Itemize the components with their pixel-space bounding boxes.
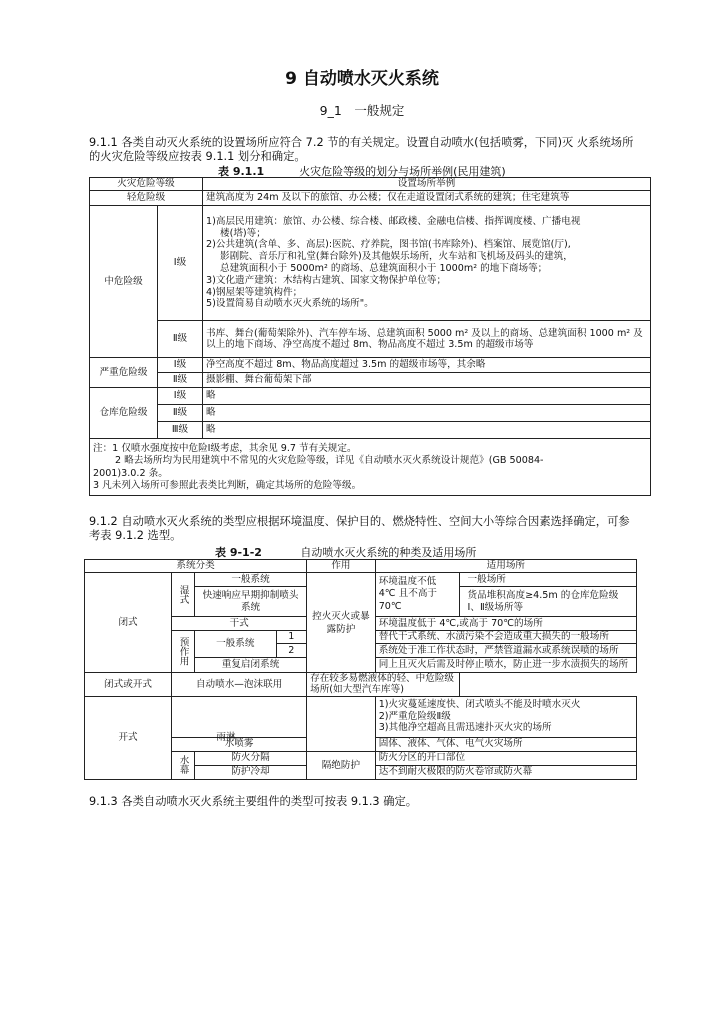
wet-general: 一般系统 (194, 573, 306, 587)
sprinkler-system-table (84, 559, 637, 780)
table1-title: 火灾危险等级的划分与场所举例(民用建筑) (299, 165, 506, 178)
warehouse-grade-1-text: 略 (203, 388, 651, 405)
dry-place: 环境温度低于 4℃,或高于 70℃的场所 (375, 617, 636, 631)
note-1: 注：1 仅喷水强度按中危险Ⅰ级考虑，其余见 9.7 节有关规定。 (93, 442, 357, 454)
curtain-cool-place: 达不到耐火极限的防火卷帘或防火幕 (375, 765, 636, 779)
curtain-sep: 防火分隔 (194, 751, 306, 765)
warehouse-hazard-label: 仓库危险级 (90, 388, 158, 439)
severe-hazard-label: 严重危险级 (90, 358, 158, 388)
warehouse-grade-3-text: 略 (203, 422, 651, 439)
column-header-level: 火灾危险等级 (90, 178, 203, 191)
table2-title: 自动喷水灭火系统的种类及适用场所 (300, 546, 477, 559)
function-control: 控火灭火或暴露防护 (307, 573, 376, 673)
fire-hazard-table (89, 177, 651, 496)
wet-label: 湿式 (172, 573, 195, 617)
wet-general-place: 一般场所 (459, 573, 636, 587)
severe-grade-2: Ⅱ级 (158, 373, 203, 388)
medium-grade-2: Ⅱ级 (158, 321, 203, 358)
medium-grade-2-text: 书库、舞台(葡萄架除外)、汽车停车场、总建筑面积 5000 m² 及以上的商场、总建筑面积 1000 m² 及以上的地下商场、净空高度不超过 8m、物品高度不超过 3.5m 的超级市场等 (203, 321, 651, 358)
table2-caption (215, 544, 476, 560)
open-label: 开式 (85, 696, 172, 779)
deluge-label: 雨淋 (216, 732, 236, 743)
paragraph-9-1-2: 9.1.2 自动喷水灭火系统的类型应根据环境温度、保护目的、燃烧特性、空间大小等综合因素选择确定，可参考表 9.1.2 选型。 (89, 515, 630, 542)
column-header-function: 作用 (307, 560, 376, 573)
foam-label: 自动喷水—泡沫联用 (172, 673, 307, 697)
table1-notes (90, 439, 651, 496)
medium-grade-1-text: 1)高层民用建筑：旅馆、办公楼、综合楼、邮政楼、金融电信楼、指挥调度楼、广播电视 楼(塔)等； 2)公共建筑(含单、多、高层):医院、疗养院，图书馆(书库除外)、档案馆、展览馆(厅), 影剧院、音乐厅和礼堂(舞台除外)及其他娱乐场所，火车站和飞机场及码头的建筑， 总建筑面积小于 5000m² 的商场、总建筑面积小于 1000m² 的地下商场等； 3)文化遗产建筑：木结构古建筑、国家文物保护单位等； 4)钢屋架等建筑构件； 5)设置简易自动喷水灭火系统的场所"。 (203, 206, 651, 321)
dry-label: 干式 (172, 617, 307, 631)
wet-env: 环境温度不低 4℃ 且不高于 70℃ (375, 573, 459, 617)
severe-grade-1-text: 净空高度不超过 8m、物品高度超过 3.5m 的超级市场等，其余略 (203, 358, 651, 373)
table1-number: 表 9.1.1 (218, 165, 265, 178)
pre-2: 2 (276, 644, 307, 658)
pre-1: 1 (276, 631, 307, 644)
pre-2-place: 系统处于准工作状态时，严禁管道漏水或系统误喷的场所 (375, 644, 636, 658)
column-header-places: 适用场所 (375, 560, 636, 573)
section-heading: 9_1 一般规定 (319, 103, 405, 118)
light-hazard-label: 轻危险级 (90, 191, 203, 206)
curtain-label: 水幕 (172, 751, 195, 779)
recycle-place: 同上且灭火后需及时停止喷水，防止进一步水渍损失的场所 (375, 658, 636, 673)
spray-label: 水喷雾 (172, 737, 307, 751)
warehouse-grade-3: Ⅲ级 (158, 422, 203, 439)
warehouse-grade-1: Ⅰ级 (158, 388, 203, 405)
pre-general: 一般系统 (194, 631, 276, 658)
note-2: 2 略去场所均为民用建筑中不常见的火灾危险等级，详见《自动喷水灭火系统设计规范》(GB 50084- (115, 455, 544, 467)
pre-1-place: 替代干式系统、水渍污染不会造成重大损失的一般场所 (375, 631, 636, 644)
pre-action-label: 预作用 (172, 631, 195, 673)
column-header-class: 系统分类 (85, 560, 307, 573)
warehouse-grade-2: Ⅱ级 (158, 405, 203, 422)
warehouse-grade-2-text: 略 (203, 405, 651, 422)
foam-place: 存在较多易燃液体的轻、中危险级场所(如大型汽车库等) (307, 673, 459, 697)
severe-grade-1: Ⅰ级 (158, 358, 203, 373)
closed-label: 闭式 (85, 573, 172, 673)
note-2-cont: 2001)3.0.2 条。 (93, 467, 168, 479)
paragraph-9-1-1: 9.1.1 各类自动灭火系统的设置场所应符合 7.2 节的有关规定。设置自动喷水(包括喷雾，下同)灭 火系统场所的火灾危险等级应按表 9.1.1 划分和确定。 (89, 136, 634, 163)
spray-place: 固体、液体、气体、电气火灾场所 (375, 737, 636, 751)
page-title: 9 自动喷水灭火系统 (285, 69, 439, 89)
light-hazard-text: 建筑高度为 24m 及以下的旅馆、办公楼；仅在走道设置闭式系统的建筑；住宅建筑等 (203, 191, 651, 206)
medium-grade-1: Ⅰ级 (158, 206, 203, 321)
curtain-cool: 防护冷却 (194, 765, 306, 779)
wet-fast-place: 货品堆积高度≥4.5m 的仓库危险级 Ⅰ、Ⅱ级场所等 (459, 587, 636, 617)
severe-grade-2-text: 摄影棚、舞台葡萄架下部 (203, 373, 651, 388)
table2-number: 表 9-1-2 (215, 546, 262, 559)
closed-or-open-label: 闭式或开式 (85, 673, 172, 697)
recycle-label: 重复启闭系统 (194, 658, 306, 673)
medium-hazard-label: 中危险级 (90, 206, 158, 358)
wet-fast: 快速响应早期抑制喷头系统 (194, 587, 306, 617)
deluge-places: 1)火灾蔓延速度快、闭式喷头不能及时喷水灭火 2)严重危险级Ⅱ级 3)其他净空超高且需迅速扑灭火灾的场所 (375, 696, 636, 737)
note-3: 3 凡未列入场所可参照此表类比判断，确定其场所的危险等级。 (93, 479, 362, 491)
paragraph-9-1-3: 9.1.3 各类自动喷水灭火系统主要组件的类型可按表 9.1.3 确定。 (89, 795, 418, 808)
column-header-examples: 设置场所举例 (203, 178, 651, 191)
function-block: 隔绝防护 (307, 751, 376, 779)
curtain-sep-place: 防火分区的开口部位 (375, 751, 636, 765)
